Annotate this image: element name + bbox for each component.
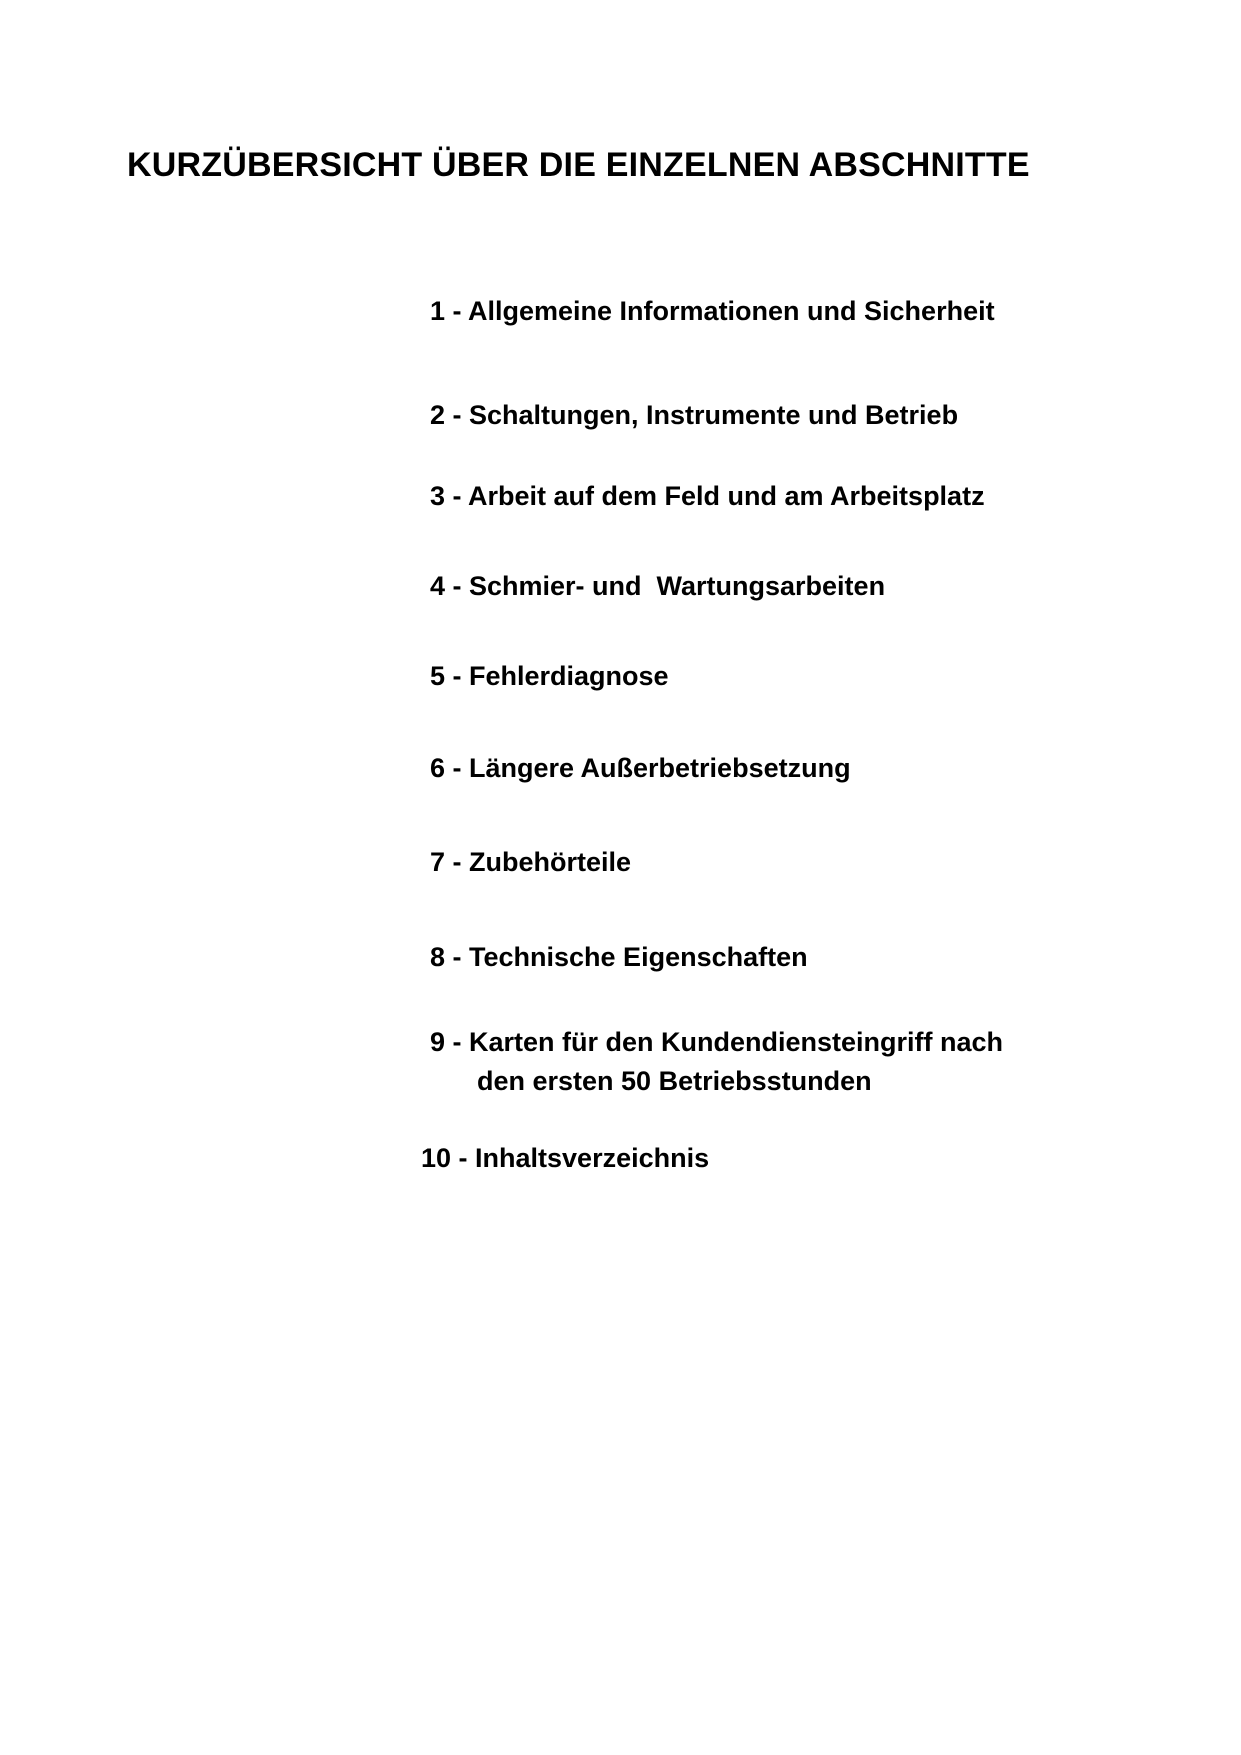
section-item-6 <box>430 749 851 788</box>
section-label: 2 - Schaltungen, Instrumente und Betrieb <box>430 400 959 430</box>
section-item-10 <box>421 1139 709 1178</box>
section-item-7 <box>430 843 631 882</box>
section-label: 4 - Schmier- und Wartungsarbeiten <box>430 571 886 601</box>
section-label: 1 - Allgemeine Informationen und Sicherheit <box>430 296 995 326</box>
section-label: 6 - Längere Außerbetriebsetzung <box>430 753 851 783</box>
section-item-5 <box>430 657 669 696</box>
section-label: 5 - Fehlerdiagnose <box>430 661 669 691</box>
section-item-2 <box>430 396 958 435</box>
section-item-4 <box>430 567 885 606</box>
section-item-9 <box>430 1023 1003 1101</box>
section-label: 3 - Arbeit auf dem Feld und am Arbeitsplatz <box>430 481 985 511</box>
section-label-continuation: den ersten 50 Betriebsstunden <box>477 1066 872 1096</box>
page-title: KURZÜBERSICHT ÜBER DIE EINZELNEN ABSCHNITTE <box>127 146 1030 184</box>
section-item-3 <box>430 477 985 516</box>
section-label: 7 - Zubehörteile <box>430 847 632 877</box>
section-label: 8 - Technische Eigenschaften <box>430 942 808 972</box>
section-label: 10 - Inhaltsverzeichnis <box>421 1143 710 1173</box>
section-item-1 <box>430 292 995 331</box>
section-label: 9 - Karten für den Kundendiensteingriff nach <box>430 1027 1004 1057</box>
section-item-8 <box>430 938 808 977</box>
